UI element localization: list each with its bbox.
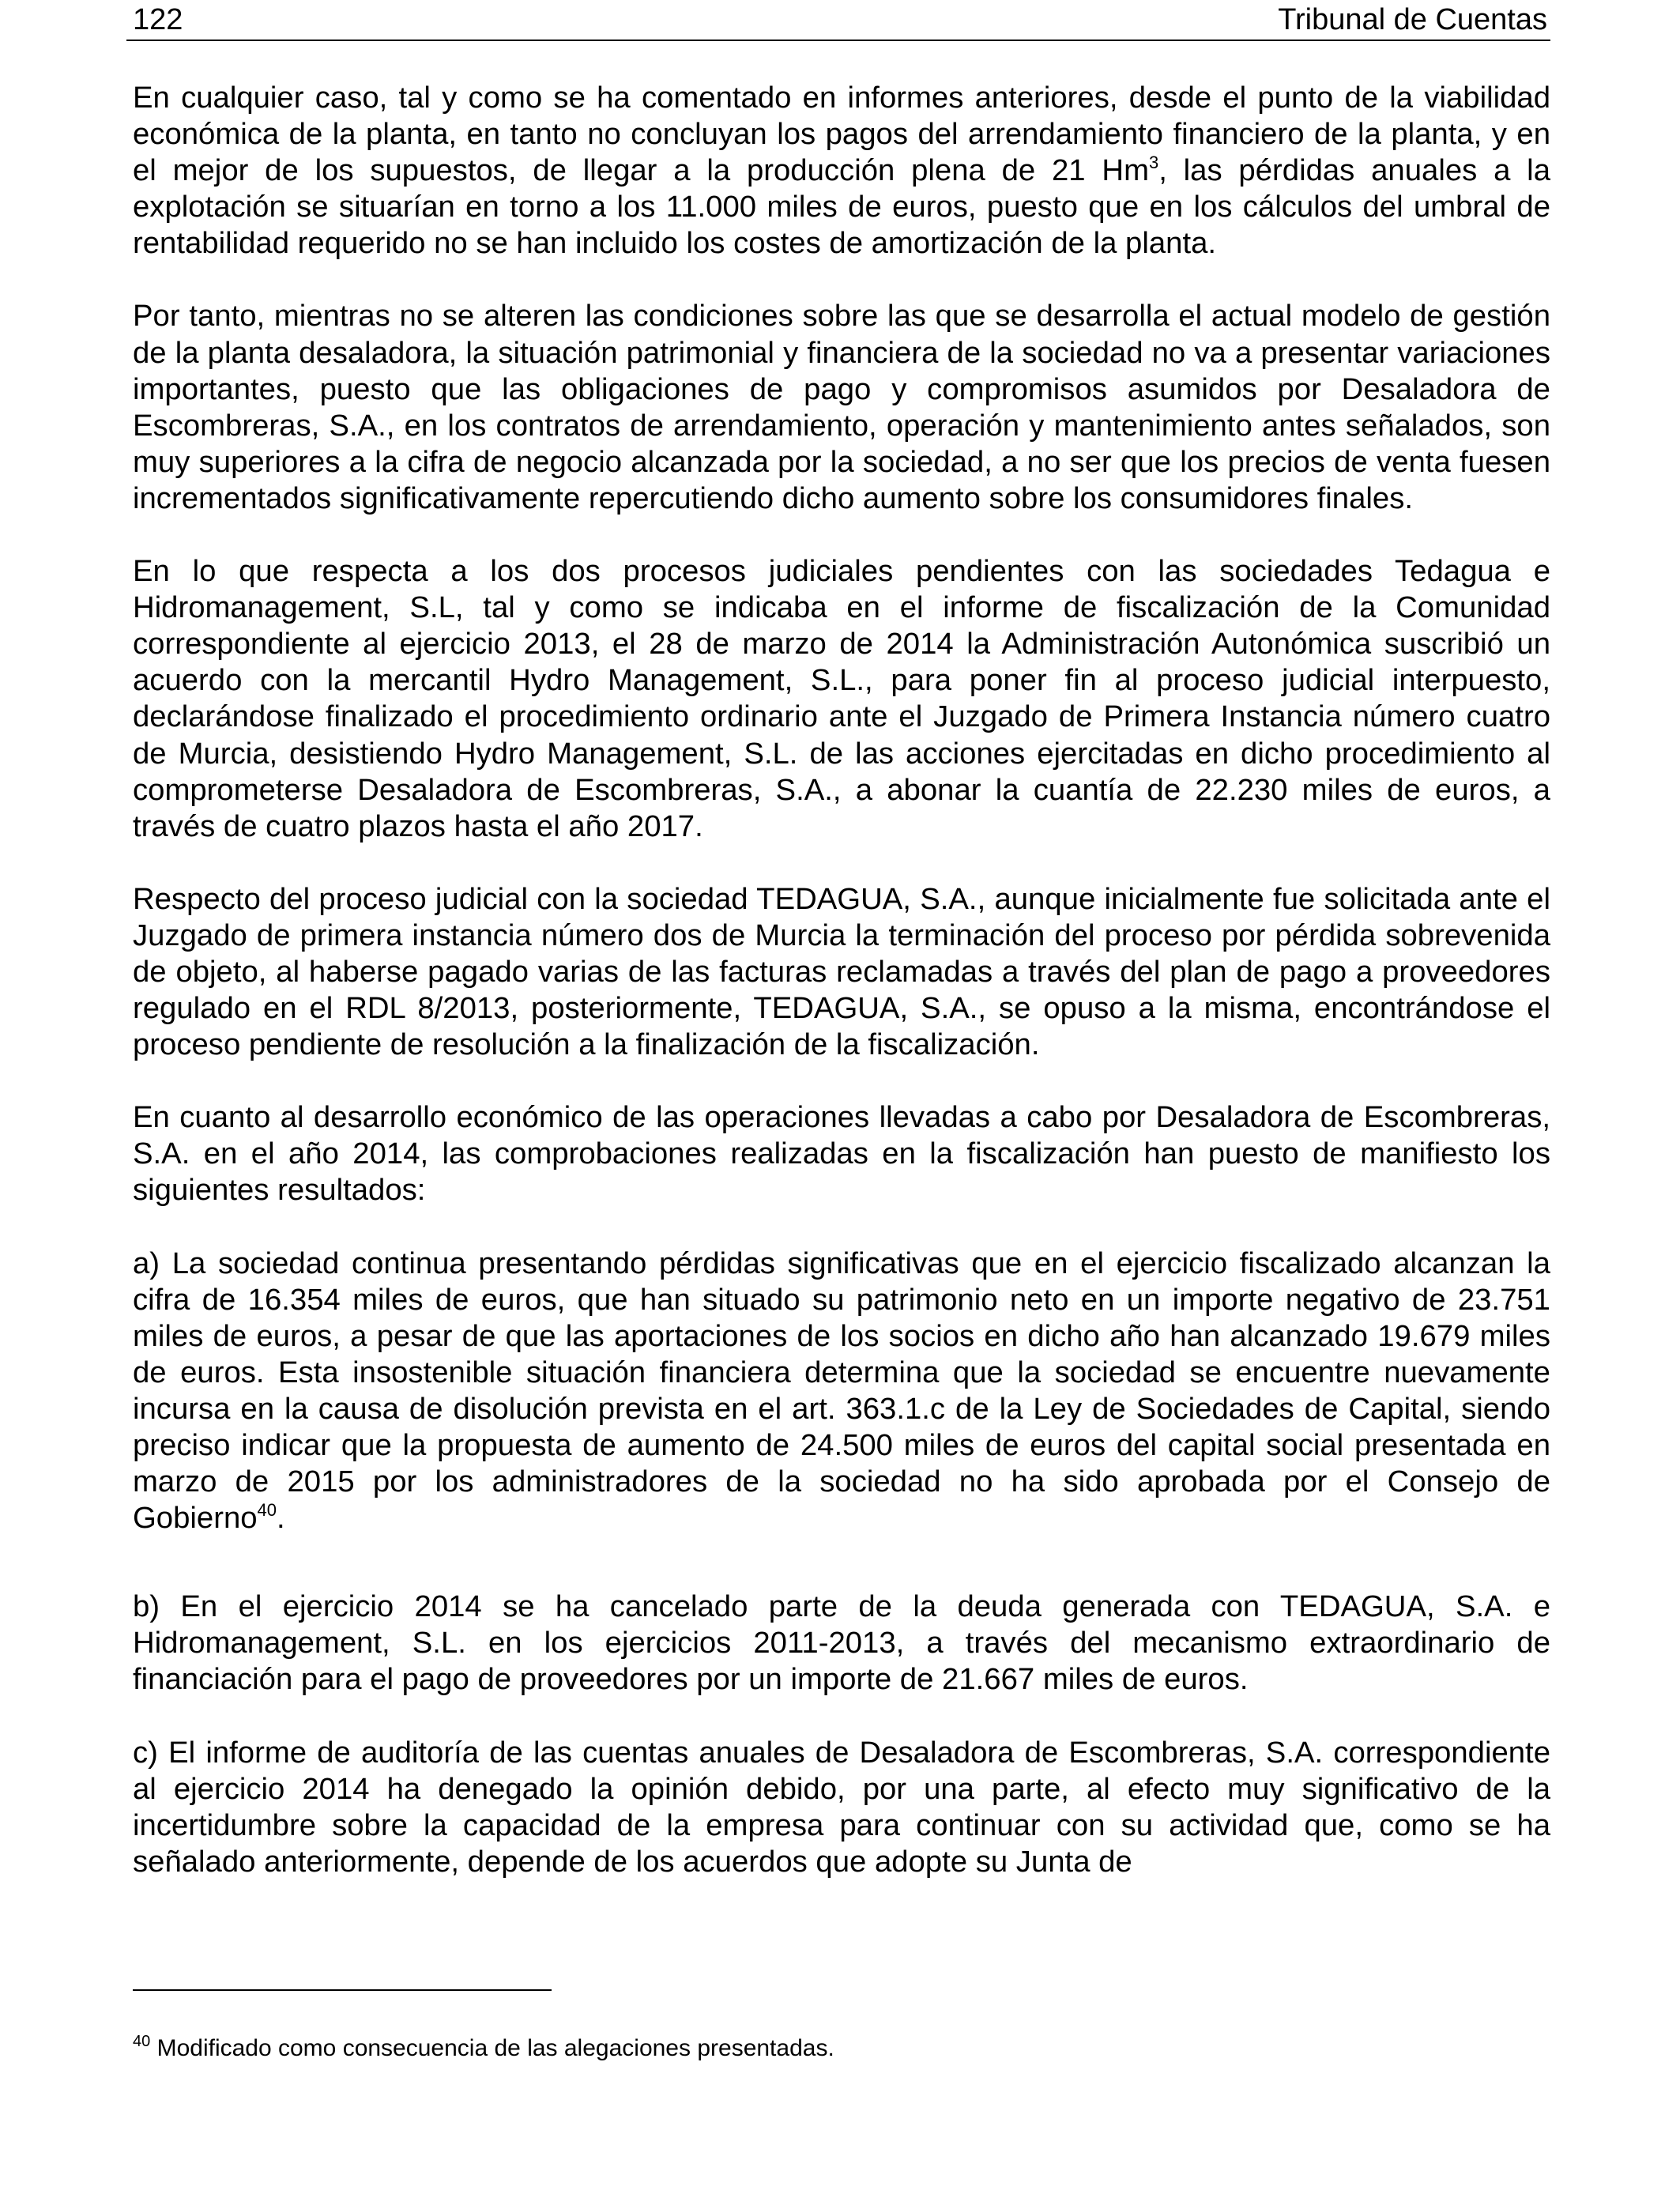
superscript-cubic: 3 xyxy=(1148,153,1159,173)
paragraph-situacion-patrimonial: Por tanto, mientras no se alteren las condiciones sobre las que se desarrolla el actual modelo de gestión de la planta desaladora, la situación patrimonial y financiera de la sociedad no va a presentar variaciones importantes, puesto que las obligaciones de pago y compromisos asumidos por Desaladora de Escombreras, S.A., en los contratos de arrendamiento, operación y mantenimiento antes señalados, son muy superiores a la cifra de negocio alcanzada por la sociedad, a no ser que los precios de venta fuesen incrementados significativamente repercutiendo dicho aumento sobre los consumidores finales. xyxy=(133,299,1550,515)
page-header xyxy=(126,2,1550,41)
paragraph-tedagua: Respecto del proceso judicial con la sociedad TEDAGUA, S.A., aunque inicialmente fue solicitada ante el Juzgado de primera instancia número dos de Murcia la terminación del proceso por pérdida sobrevenida de objeto, al haberse pagado varias de las facturas reclamadas a través del plan de pago a proveedores regulado en el RDL 8/2013, posteriormente, TEDAGUA, S.A., se opuso a la misma, encontrándose el proceso pendiente de resolución a la finalización de la fiscalización. xyxy=(133,881,1550,1062)
footnote xyxy=(133,2033,1550,2064)
footnote-text: Modificado como consecuencia de las alegaciones presentadas. xyxy=(150,2035,834,2061)
paragraph-item-b: b) En el ejercicio 2014 se ha cancelado parte de la deuda generada con TEDAGUA, S.A. e Hidromanagement, S.L. en los ejercicios 2011-2013, a través del mecanismo extraordinario de financiación para el pago de proveedores por un importe de 21.667 miles de euros. xyxy=(133,1589,1550,1697)
body-text xyxy=(133,80,1550,1917)
footnote-ref-40[interactable]: 40 xyxy=(257,1500,277,1521)
paragraph-item-a: a) La sociedad continua presentando pérdidas significativas que en el ejercicio fiscalizado alcanzan la cifra de 16.354 miles de euros, que han situado su patrimonio neto en un importe negativo de 23.751 miles de euros, a pesar de que las aportaciones de los socios en dicho año han alcanzado 19.679 miles de euros. Esta insostenible situación financiera determina que la sociedad se encuentre nuevamente incursa en la causa de disolución prevista en el art. 363.1.c de la Ley de Sociedades de Capital, siendo preciso indicar que la propuesta de aumento de 24.500 miles de euros del capital social presentada en marzo de 2015 por los administradores de la sociedad no ha sido aprobada por el Consejo de Gobierno$^{40}$. xyxy=(133,1246,1550,1536)
footnote-separator xyxy=(133,1989,552,1991)
running-title: Tribunal de Cuentas xyxy=(1278,3,1547,36)
paragraph-item-c: c) El informe de auditoría de las cuentas anuales de Desaladora de Escombreras, S.A. correspondiente al ejercicio 2014 ha denegado la opinión debido, por una parte, al efecto muy significativo de la incertidumbre sobre la capacidad de la empresa para continuar con su actividad que, como se ha señalado anteriormente, depende de los acuerdos que adopte su Junta de xyxy=(133,1735,1550,1879)
paragraph-desarrollo-economico: En cuanto al desarrollo económico de las operaciones llevadas a cabo por Desaladora de Escombreras, S.A. en el año 2014, las comprobaciones realizadas en la fiscalización han puesto de manifiesto los siguientes resultados: xyxy=(133,1100,1550,1208)
paragraph-viabilidad: En cualquier caso, tal y como se ha comentado en informes anteriores, desde el punto de la viabilidad económica de la planta, en tanto no concluyan los pagos del arrendamiento financiero de la planta, y en el mejor de los supuestos, de llegar a la producción plena de 21 Hm$^3$, las pérdidas anuales a la explotación se situarían en torno a los 11.000 miles de euros, puesto que en los cálculos del umbral de rentabilidad requerido no se han incluido los costes de amortización de la planta. xyxy=(133,81,1550,261)
paragraph-procesos-judiciales: En lo que respecta a los dos procesos judiciales pendientes con las sociedades Tedagua e Hidromanagement, S.L, tal y como se indicaba en el informe de fiscalización de la Comunidad correspondiente al ejercicio 2013, el 28 de marzo de 2014 la Administración Autonómica suscribió un acuerdo con la mercantil Hydro Management, S.L., para poner fin al proceso judicial interpuesto, declarándose finalizado el procedimiento ordinario ante el Juzgado de Primera Instancia número cuatro de Murcia, desistiendo Hydro Management, S.L. de las acciones ejercitadas en dicho procedimiento al comprometerse Desaladora de Escombreras, S.A., a abonar la cuantía de 22.230 miles de euros, a través de cuatro plazos hasta el año 2017. xyxy=(133,554,1550,843)
page-number: 122 xyxy=(133,3,183,36)
footnote-marker: 40 xyxy=(133,2033,151,2050)
